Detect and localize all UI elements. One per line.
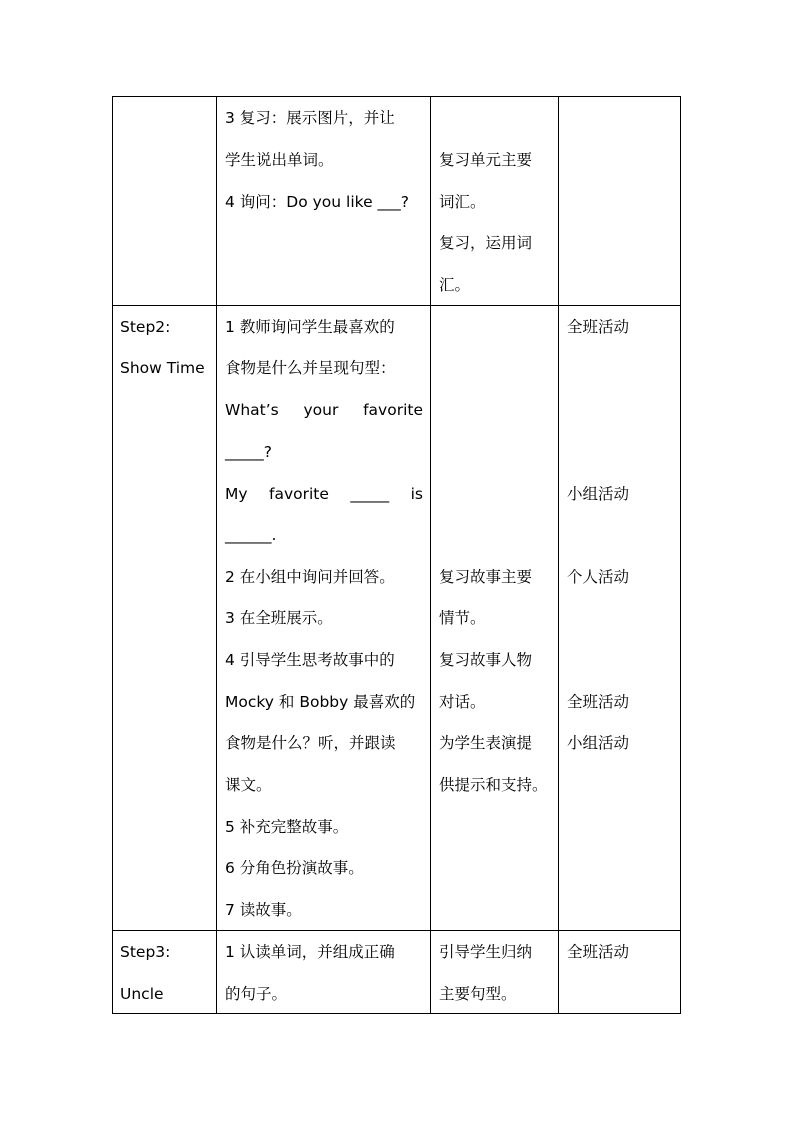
table-border-right [680, 96, 681, 1014]
step-label: Step3: [120, 943, 171, 961]
activity-line: ______. [225, 526, 277, 544]
activity-line: Mocky 和 Bobby 最喜欢的 [225, 693, 416, 711]
activity-line: 3 在全班展示。 [225, 609, 333, 627]
purpose-line: 主要句型。 [439, 985, 517, 1003]
activity-line-justified [225, 484, 423, 504]
activity-line: 学生说出单词。 [225, 151, 334, 169]
activity-line: 7 读故事。 [225, 901, 302, 919]
activity-line: 课文。 [225, 776, 272, 794]
activity-line: 食物是什么并呈现句型： [225, 359, 396, 377]
activity-line: 1 教师询问学生最喜欢的 [225, 318, 395, 336]
activity-line: 2 在小组中询问并回答。 [225, 568, 395, 586]
word: _____ [350, 485, 390, 503]
word: favorite [363, 401, 423, 419]
activity-line: 5 补充完整故事。 [225, 818, 349, 836]
activity-line: _____? [225, 443, 272, 461]
column-divider-2 [430, 96, 431, 1014]
purpose-line: 词汇。 [439, 193, 486, 211]
activity-line: 6 分角色扮演故事。 [225, 859, 364, 877]
purpose-line: 为学生表演提 [439, 734, 533, 752]
table-border-top [112, 96, 681, 97]
row-divider-1 [112, 305, 681, 306]
word: your [303, 401, 339, 419]
activity-line: 4 引导学生思考故事中的 [225, 651, 395, 669]
purpose-line: 复习故事人物 [439, 651, 533, 669]
purpose-line: 情节。 [439, 609, 486, 627]
activity-line: 的句子。 [225, 985, 288, 1003]
activity-line: 1 认读单词，并组成正确 [225, 943, 395, 961]
activity-line: 食物是什么？听，并跟读 [225, 734, 396, 752]
purpose-line: 供提示和支持。 [439, 776, 548, 794]
column-divider-3 [558, 96, 559, 1014]
purpose-line: 复习单元主要 [439, 151, 533, 169]
form-line: 全班活动 [567, 943, 630, 961]
purpose-line: 复习故事主要 [439, 568, 533, 586]
form-line: 小组活动 [567, 485, 630, 503]
step-title: Uncle [120, 985, 164, 1003]
form-line: 全班活动 [567, 318, 630, 336]
word: favorite [269, 485, 329, 503]
purpose-line: 对话。 [439, 693, 486, 711]
step-label: Step2: [120, 318, 171, 336]
form-line: 全班活动 [567, 693, 630, 711]
row-divider-2 [112, 930, 681, 931]
word: My [225, 485, 248, 503]
purpose-line: 引导学生归纳 [439, 943, 533, 961]
activity-line: 3 复习：展示图片，并让 [225, 109, 395, 127]
column-divider-1 [216, 96, 217, 1014]
table-border-bottom [112, 1013, 681, 1014]
form-line: 个人活动 [567, 568, 630, 586]
form-line: 小组活动 [567, 734, 630, 752]
table-border-left [112, 96, 113, 1014]
activity-line-justified [225, 400, 423, 420]
word: is [410, 485, 423, 503]
step-title: Show Time [120, 359, 205, 377]
purpose-line: 复习，运用词 [439, 234, 533, 252]
activity-line: 4 询问：Do you like ___? [225, 193, 410, 211]
word: What’s [225, 401, 279, 419]
purpose-line: 汇。 [439, 276, 471, 294]
